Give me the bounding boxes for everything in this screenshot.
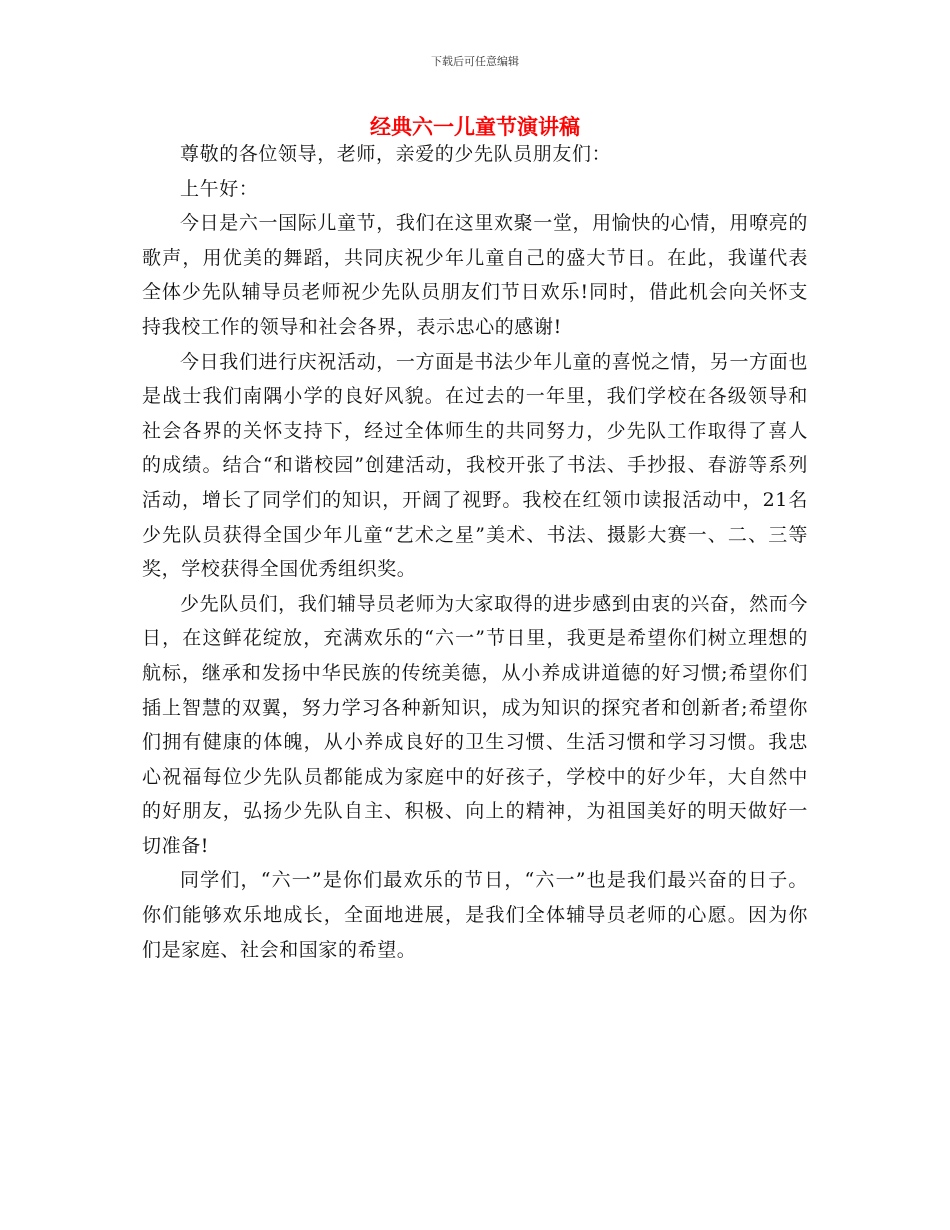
document-title: 经典六一儿童节演讲稿	[370, 115, 580, 139]
header-note: 下载后可任意编辑	[431, 55, 519, 68]
paragraph: 今日我们进行庆祝活动，一方面是书法少年儿童的喜悦之情，另一方面也是战士我们南隅小学的良好风貌。在过去的一年里，我们学校在各级领导和社会各界的关怀支持下，经过全体师生的共同努力，少先队工作取得了喜人的成绩。结合“和谐校园”创建活动，我校开张了书法、手抄报、春游等系列活动，增长了同学们的知识，开阔了视野。我校在红领巾读报活动中，21名少先队员获得全国少年儿童“艺术之星”美术、书法、摄影大赛一、二、三等奖，学校获得全国优秀组织奖。	[142, 350, 808, 581]
salutation: 尊敬的各位领导，老师，亲爱的少先队员朋友们：	[180, 143, 612, 165]
paragraph: 少先队员们，我们辅导员老师为大家取得的进步感到由衷的兴奋，然而今日，在这鲜花绽放，充满欢乐的“六一”节日里，我更是希望你们树立理想的航标，继承和发扬中华民族的传统美德，从小养成讲道德的好习惯;希望你们插上智慧的双翼，努力学习各种新知识，成为知识的探究者和创新者;希望你们拥有健康的体魄，从小养成良好的卫生习惯、生活习惯和学习习惯。我忠心祝福每位少先队员都能成为家庭中的好孩子，学校中的好少年，大自然中的好朋友，弘扬少先队自主、积极、向上的精神，为祖国美好的明天做好一切准备!	[142, 592, 808, 857]
paragraph: 今日是六一国际儿童节，我们在这里欢聚一堂，用愉快的心情，用嘹亮的歌声，用优美的舞蹈，共同庆祝少年儿童自己的盛大节日。在此，我谨代表全体少先队辅导员老师祝少先队员朋友们节日欢乐!同时，借此机会向关怀支持我校工作的领导和社会各界，表示忠心的感谢!	[142, 212, 808, 338]
greeting: 上午好：	[180, 177, 259, 200]
paragraph: 同学们，“六一”是你们最欢乐的节日，“六一”也是我们最兴奋的日子。你们能够欢乐地成长，全面地进展，是我们全体辅导员老师的心愿。因为你们是家庭、社会和国家的希望。	[142, 869, 808, 961]
document-body	[142, 137, 808, 967]
